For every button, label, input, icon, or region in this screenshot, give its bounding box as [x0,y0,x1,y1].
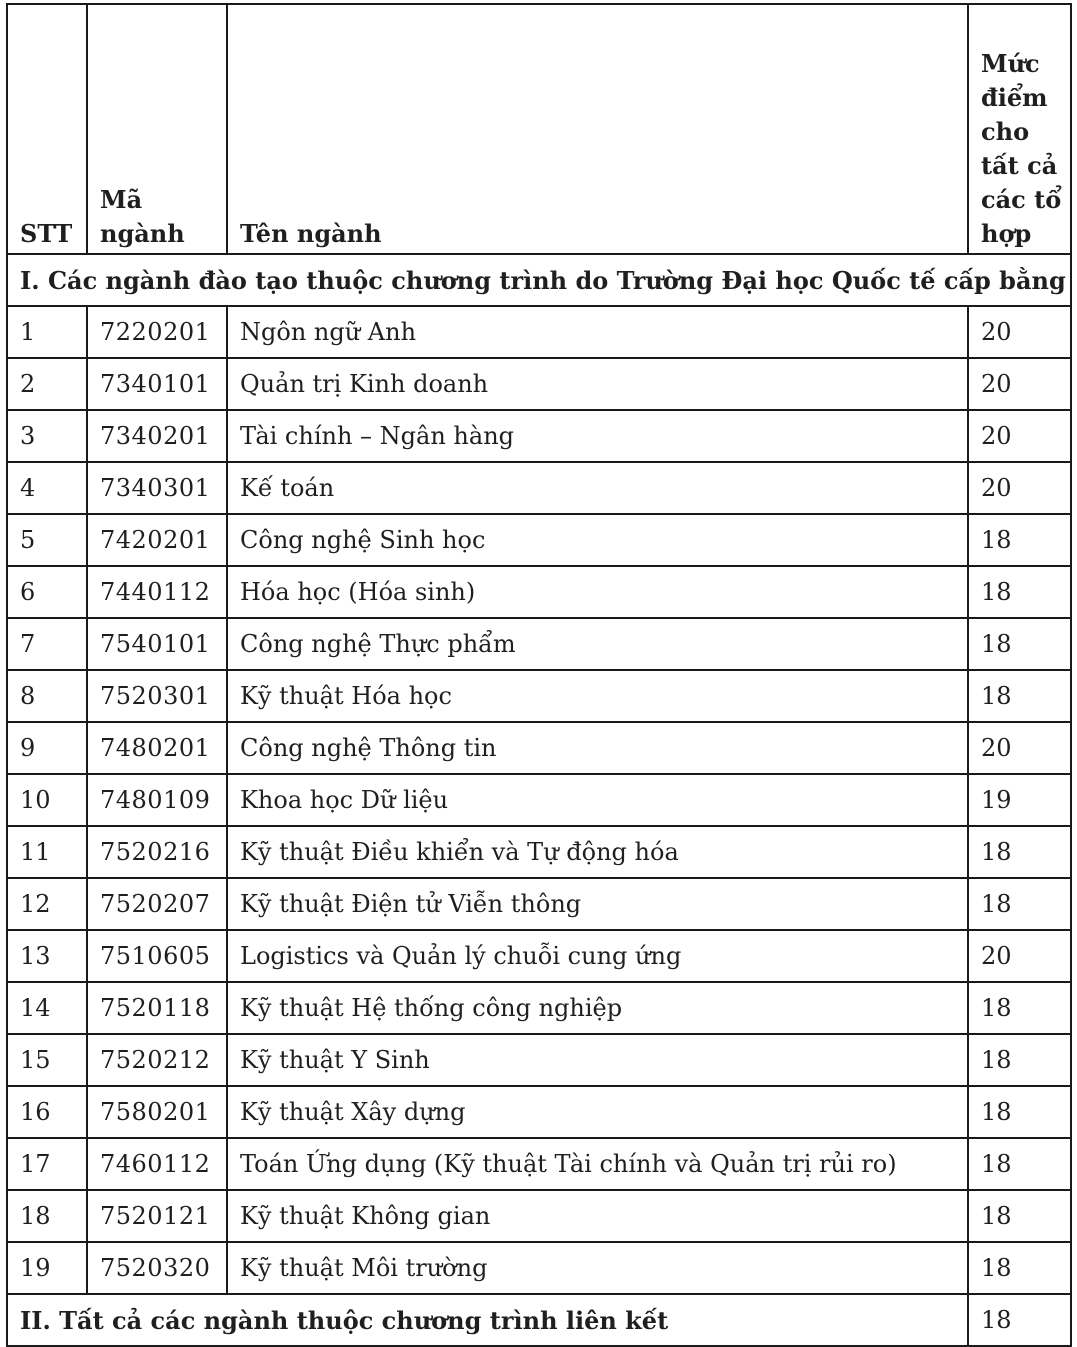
cell-major-code: 7440112 [87,566,227,618]
cell-major-name: Công nghệ Thực phẩm [227,618,968,670]
section-2-score: 18 [968,1294,1071,1346]
section-2-label: II. Tất cả các ngành thuộc chương trình liên kết [7,1294,968,1346]
table-row [7,722,1071,774]
cell-major-code: 7520118 [87,982,227,1034]
header-score: Mức điểm cho tất cả các tổ hợp [968,4,1071,254]
section-heading-row [7,254,1071,306]
cell-score: 18 [968,514,1071,566]
cell-major-code: 7520207 [87,878,227,930]
cell-major-name: Khoa học Dữ liệu [227,774,968,826]
cell-stt: 12 [7,878,87,930]
cell-major-code: 7480201 [87,722,227,774]
cell-stt: 7 [7,618,87,670]
cell-stt: 15 [7,1034,87,1086]
cell-score: 20 [968,410,1071,462]
table-row [7,1242,1071,1294]
cell-stt: 9 [7,722,87,774]
cell-stt: 4 [7,462,87,514]
cell-major-code: 7340201 [87,410,227,462]
cell-stt: 3 [7,410,87,462]
cell-score: 18 [968,1086,1071,1138]
cell-stt: 19 [7,1242,87,1294]
cell-score: 19 [968,774,1071,826]
cell-score: 18 [968,826,1071,878]
table-row [7,306,1071,358]
cell-score: 20 [968,306,1071,358]
cell-major-code: 7340301 [87,462,227,514]
table-row [7,618,1071,670]
cell-stt: 5 [7,514,87,566]
table-header-row [7,4,1071,254]
cell-major-code: 7520121 [87,1190,227,1242]
header-major-name: Tên ngành [227,4,968,254]
cell-major-code: 7480109 [87,774,227,826]
cell-score: 18 [968,878,1071,930]
table-row [7,878,1071,930]
section-heading-row [7,1294,1071,1346]
table-row [7,670,1071,722]
cell-major-name: Quản trị Kinh doanh [227,358,968,410]
cell-score: 18 [968,1190,1071,1242]
table-row [7,514,1071,566]
cell-major-name: Kỹ thuật Điện tử Viễn thông [227,878,968,930]
table-row [7,1086,1071,1138]
table-row [7,826,1071,878]
table-row [7,1034,1071,1086]
cell-stt: 17 [7,1138,87,1190]
section-1-label: I. Các ngành đào tạo thuộc chương trình do Trường Đại học Quốc tế cấp bằng [7,254,1071,306]
table-row [7,930,1071,982]
cell-stt: 8 [7,670,87,722]
cell-major-code: 7420201 [87,514,227,566]
cell-stt: 16 [7,1086,87,1138]
cell-major-code: 7520301 [87,670,227,722]
cell-major-code: 7220201 [87,306,227,358]
cell-major-code: 7510605 [87,930,227,982]
cell-stt: 2 [7,358,87,410]
cell-score: 20 [968,462,1071,514]
table-row [7,774,1071,826]
cell-score: 18 [968,982,1071,1034]
header-stt: STT [7,4,87,254]
table-row [7,566,1071,618]
cell-major-name: Kỹ thuật Môi trường [227,1242,968,1294]
header-major-code: Mã ngành [87,4,227,254]
cell-major-name: Kỹ thuật Hệ thống công nghiệp [227,982,968,1034]
table-row [7,462,1071,514]
cell-major-name: Toán Ứng dụng (Kỹ thuật Tài chính và Quản trị rủi ro) [227,1138,968,1190]
cell-major-code: 7340101 [87,358,227,410]
cell-major-code: 7520212 [87,1034,227,1086]
cell-score: 18 [968,1138,1071,1190]
cell-major-name: Công nghệ Sinh học [227,514,968,566]
cell-major-name: Kỹ thuật Điều khiển và Tự động hóa [227,826,968,878]
cell-major-code: 7520216 [87,826,227,878]
cell-stt: 6 [7,566,87,618]
cell-major-name: Kỹ thuật Không gian [227,1190,968,1242]
table-row [7,358,1071,410]
cell-stt: 14 [7,982,87,1034]
cell-stt: 10 [7,774,87,826]
cell-major-name: Ngôn ngữ Anh [227,306,968,358]
table-row [7,982,1071,1034]
cell-score: 18 [968,566,1071,618]
table-row [7,410,1071,462]
cell-stt: 13 [7,930,87,982]
cell-score: 20 [968,930,1071,982]
cell-score: 18 [968,1242,1071,1294]
table-row [7,1190,1071,1242]
cell-score: 20 [968,722,1071,774]
cell-major-name: Kỹ thuật Y Sinh [227,1034,968,1086]
cell-major-name: Hóa học (Hóa sinh) [227,566,968,618]
cell-major-name: Logistics và Quản lý chuỗi cung ứng [227,930,968,982]
cell-major-code: 7520320 [87,1242,227,1294]
cell-major-name: Tài chính – Ngân hàng [227,410,968,462]
cell-major-code: 7540101 [87,618,227,670]
cell-major-name: Công nghệ Thông tin [227,722,968,774]
table-row [7,1138,1071,1190]
cell-stt: 1 [7,306,87,358]
cell-major-code: 7460112 [87,1138,227,1190]
cell-major-code: 7580201 [87,1086,227,1138]
cell-score: 18 [968,670,1071,722]
cell-major-name: Kỹ thuật Hóa học [227,670,968,722]
cell-score: 18 [968,618,1071,670]
cell-score: 18 [968,1034,1071,1086]
cell-score: 20 [968,358,1071,410]
cell-major-name: Kỹ thuật Xây dựng [227,1086,968,1138]
cell-major-name: Kế toán [227,462,968,514]
admission-score-table [6,3,1072,1347]
cell-stt: 18 [7,1190,87,1242]
cell-stt: 11 [7,826,87,878]
